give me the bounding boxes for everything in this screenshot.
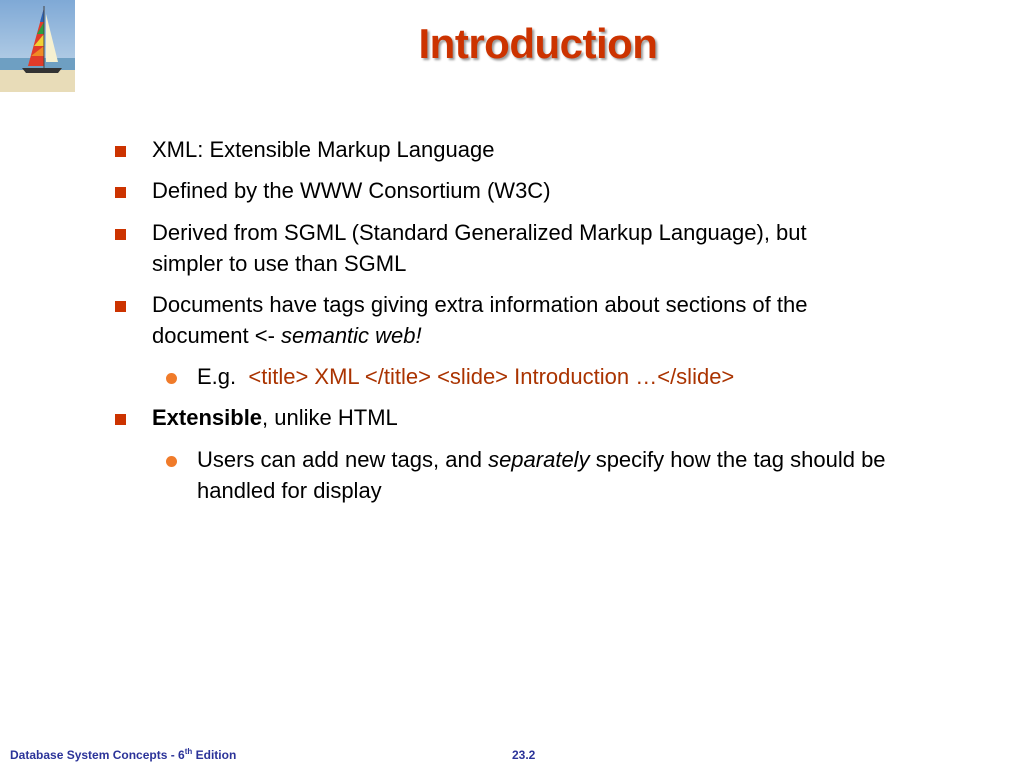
bullet-text-line (152, 320, 942, 351)
sub-bullet-text-line: handled for display (197, 478, 382, 503)
bullet-text: , unlike HTML (262, 405, 398, 430)
sub-bullet-text-line (197, 444, 1007, 475)
xml-example-code: <title> XML </title> <slide> Introduction …</slide> (248, 364, 735, 389)
round-bullet-icon (166, 373, 177, 384)
semantic-web-text: semantic web! (281, 323, 422, 348)
bullet-text: Defined by the WWW Consortium (W3C) (152, 178, 551, 203)
bullet-item (152, 289, 942, 351)
footer-page-number: 23.2 (512, 748, 536, 762)
bullet-text-line: Derived from SGML (Standard Generalized Markup Language), but (152, 220, 807, 245)
sub-bullet-text: E.g. (197, 364, 249, 389)
extensible-text: Extensible (152, 405, 263, 430)
footer-superscript: th (184, 747, 193, 756)
round-bullet-icon (166, 456, 177, 467)
footer-text: Edition (192, 748, 237, 762)
square-bullet-icon (115, 301, 126, 312)
sub-bullet-text: Users can add new tags, and (197, 447, 489, 472)
sub-bullet-item (197, 444, 1007, 506)
square-bullet-icon (115, 187, 126, 198)
bullet-item (152, 402, 942, 433)
sub-bullet-item (197, 361, 1007, 392)
separately-text: separately (488, 447, 590, 472)
bullet-item (152, 175, 942, 206)
slide-title: Introduction (418, 20, 658, 67)
square-bullet-icon (115, 414, 126, 425)
footer-course-title (10, 748, 236, 762)
footer-text: Database System Concepts - 6 (10, 748, 185, 762)
bullet-item (152, 134, 942, 165)
sub-bullet-text: specify how the tag should be (589, 447, 886, 472)
square-bullet-icon (115, 146, 126, 157)
square-bullet-icon (115, 229, 126, 240)
bullet-text: XML: Extensible Markup Language (152, 137, 495, 162)
bullet-text-line: Documents have tags giving extra information about sections of the (152, 292, 808, 317)
bullet-item (152, 217, 942, 279)
bullet-text-line: simpler to use than SGML (152, 251, 407, 276)
bullet-text: document <- (152, 323, 282, 348)
